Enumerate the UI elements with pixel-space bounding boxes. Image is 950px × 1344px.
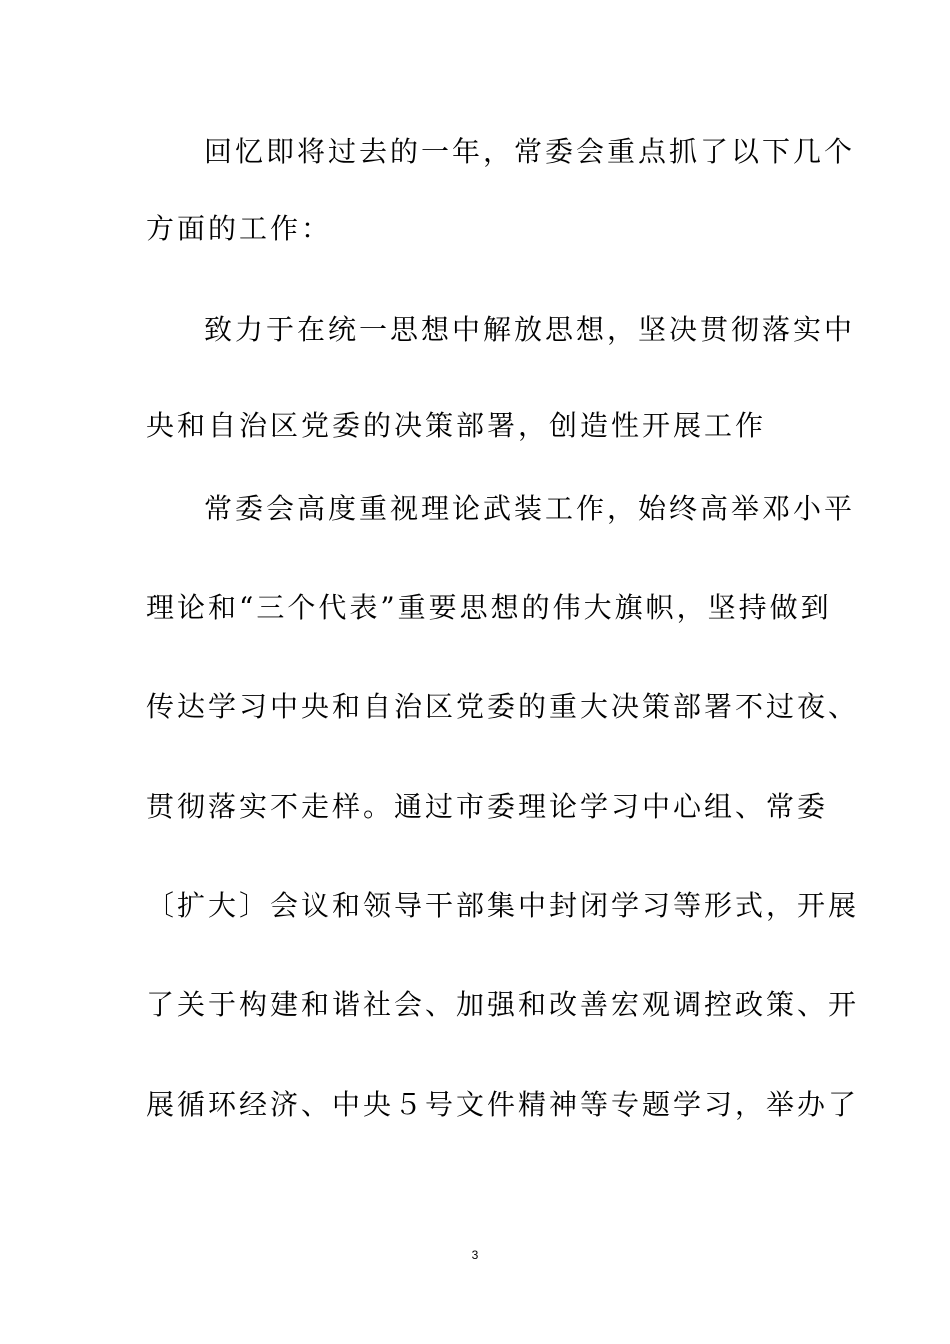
paragraph-line-1: 回忆即将过去的一年，常委会重点抓了以下几个 — [204, 135, 856, 168]
paragraph-line-4: 央和自治区党委的决策部署，创造性开展工作 — [146, 409, 767, 442]
paragraph-line-6: 理论和“三个代表”重要思想的伟大旗帜，坚持做到 — [146, 591, 832, 624]
paragraph-line-2: 方面的工作： — [146, 212, 333, 245]
paragraph-line-11: 展循环经济、中央５号文件精神等专题学习，举办了 — [146, 1088, 860, 1121]
page-number: 3 — [471, 1248, 479, 1262]
paragraph-line-9: 〔扩大〕会议和领导干部集中封闭学习等形式，开展 — [146, 889, 860, 922]
paragraph-line-8: 贯彻落实不走样。通过市委理论学习中心组、常委 — [146, 790, 829, 823]
paragraph-line-7: 传达学习中央和自治区党委的重大决策部署不过夜、 — [146, 690, 860, 723]
paragraph-line-10: 了关于构建和谐社会、加强和改善宏观调控政策、开 — [146, 988, 860, 1021]
paragraph-line-5: 常委会高度重视理论武装工作，始终高举邓小平 — [204, 492, 856, 525]
paragraph-line-3: 致力于在统一思想中解放思想，坚决贯彻落实中 — [204, 313, 856, 346]
